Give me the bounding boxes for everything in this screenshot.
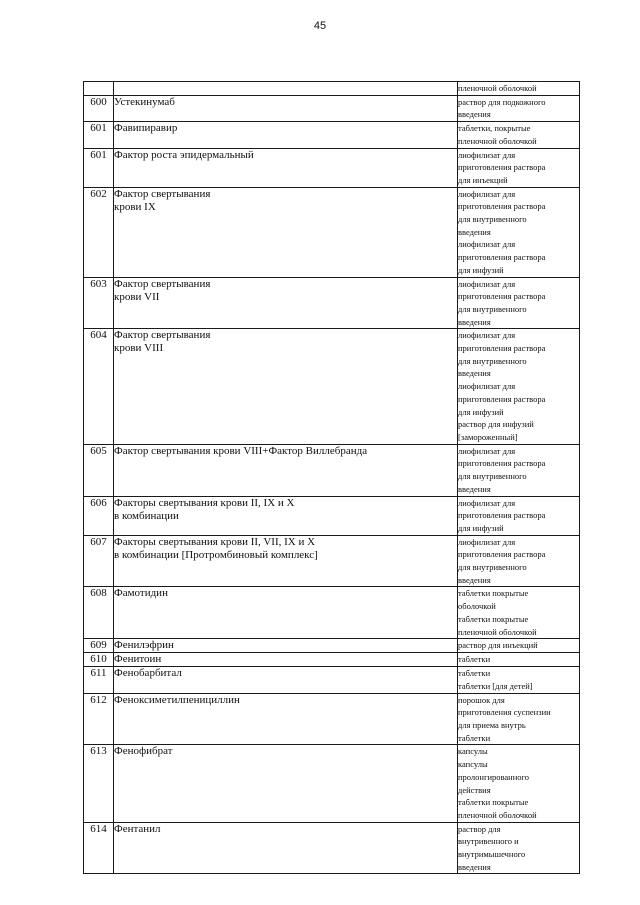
dosage-form-line: пролонгированного: [458, 771, 530, 782]
drug-name-cell: [114, 329, 458, 444]
drug-name-cell: [114, 639, 458, 653]
dosage-form-line: введения: [458, 574, 491, 585]
dosage-form-cell: [458, 653, 580, 667]
dosage-form-line: приготовления раствора: [458, 201, 546, 212]
dosage-form-line: [замороженный]: [458, 431, 518, 442]
dosage-form-line: таблетки, покрытые: [458, 123, 531, 134]
page-number: 45: [313, 20, 327, 32]
dosage-form-line: действия: [458, 784, 491, 795]
dosage-form-cell: [458, 535, 580, 587]
dosage-form-line: таблетки покрытые: [458, 588, 529, 599]
drug-name-line: крови VIII: [114, 342, 164, 355]
table-row: [84, 329, 580, 444]
dosage-form-line: лиофилизат для: [458, 330, 516, 341]
dosage-form-line: раствор для подкожного: [458, 96, 546, 107]
dosage-form-line: приготовления раствора: [458, 252, 546, 263]
row-number-cell: 601: [84, 148, 114, 187]
table-body: [84, 82, 580, 874]
drug-name-line: Фенофибрат: [114, 745, 173, 758]
dosage-form-line: для инъекций: [458, 174, 508, 185]
row-number-cell: 604: [84, 329, 114, 444]
dosage-form-line: приготовления раствора: [458, 343, 546, 354]
dosage-form-line: приготовления раствора: [458, 162, 546, 173]
dosage-form-line: порошок для: [458, 694, 505, 705]
drug-name-cell: [114, 496, 458, 535]
drug-name-cell: [114, 693, 458, 745]
drug-name-line: Факторы свертывания крови II, VII, IX и X: [114, 535, 316, 548]
dosage-form-line: внутримышечного: [458, 849, 526, 860]
drug-name-cell: [114, 822, 458, 874]
dosage-form-line: таблетки: [458, 654, 491, 665]
dosage-form-line: раствор для инъекций: [458, 640, 538, 651]
drug-name-cell: [114, 148, 458, 187]
drug-name-cell: [114, 187, 458, 277]
dosage-form-line: таблетки [для детей]: [458, 680, 533, 691]
dosage-form-line: лиофилизат для: [458, 239, 516, 250]
dosage-form-line: пленочной оболочкой: [458, 135, 537, 146]
drug-name-line: Фентанил: [114, 822, 161, 835]
table-row: [84, 496, 580, 535]
row-number-cell: 614: [84, 822, 114, 874]
dosage-form-line: приготовления раствора: [458, 458, 546, 469]
drug-name-cell: [114, 82, 458, 96]
dosage-form-cell: [458, 667, 580, 693]
dosage-form-line: пленочной оболочкой: [458, 626, 537, 637]
drug-name-line: Фенитоин: [114, 653, 162, 666]
dosage-form-cell: [458, 822, 580, 874]
dosage-form-line: для внутривенного: [458, 471, 527, 482]
drug-name-cell: [114, 277, 458, 329]
dosage-form-line: лиофилизат для: [458, 536, 516, 547]
dosage-form-line: внутривенного и: [458, 836, 519, 847]
table-row: [84, 148, 580, 187]
drug-name-cell: [114, 653, 458, 667]
row-number-cell: 613: [84, 745, 114, 822]
drug-name-line: крови VII: [114, 290, 160, 303]
table-row: [84, 745, 580, 822]
row-number-cell: 605: [84, 444, 114, 496]
dosage-form-line: приготовления суспензии: [458, 707, 551, 718]
drug-table: [83, 81, 580, 874]
drug-name-line: Фенилэфрин: [114, 639, 174, 652]
dosage-form-line: раствор для инфузий: [458, 419, 534, 430]
table-row: [84, 122, 580, 148]
drug-name-line: Фактор свертывания: [114, 187, 211, 200]
dosage-form-cell: [458, 639, 580, 653]
drug-name-cell: [114, 95, 458, 121]
dosage-form-line: лиофилизат для: [458, 381, 516, 392]
row-number-cell: 601: [84, 122, 114, 148]
drug-name-cell: [114, 587, 458, 639]
dosage-form-line: лиофилизат для: [458, 149, 516, 160]
drug-name-line: крови IX: [114, 200, 156, 213]
drug-name-line: Фактор роста эпидермальный: [114, 148, 254, 161]
dosage-form-line: введения: [458, 226, 491, 237]
dosage-form-line: раствор для: [458, 823, 501, 834]
drug-name-cell: [114, 444, 458, 496]
dosage-form-cell: [458, 82, 580, 96]
drug-name-line: Фактор свертывания: [114, 277, 211, 290]
dosage-form-line: для внутривенного: [458, 562, 527, 573]
dosage-form-line: лиофилизат для: [458, 188, 516, 199]
dosage-form-cell: [458, 95, 580, 121]
dosage-form-line: таблетки покрытые: [458, 797, 529, 808]
dosage-form-cell: [458, 496, 580, 535]
drug-name-line: Фавипиравир: [114, 122, 178, 135]
dosage-form-line: приготовления раствора: [458, 510, 546, 521]
row-number-cell: [84, 82, 114, 96]
dosage-form-line: таблетки: [458, 668, 491, 679]
dosage-form-cell: [458, 587, 580, 639]
table-row: [84, 587, 580, 639]
dosage-form-line: лиофилизат для: [458, 497, 516, 508]
table-row-continuation: [84, 82, 580, 96]
dosage-form-line: введения: [458, 316, 491, 327]
table-row: [84, 693, 580, 745]
dosage-form-line: для внутривенного: [458, 303, 527, 314]
row-number-cell: 606: [84, 496, 114, 535]
drug-name-line: Фамотидин: [114, 587, 168, 600]
row-number-cell: 609: [84, 639, 114, 653]
dosage-form-line: для внутривенного: [458, 214, 527, 225]
table-row: [84, 822, 580, 874]
row-number-cell: 608: [84, 587, 114, 639]
dosage-form-cell: [458, 148, 580, 187]
drug-name-cell: [114, 745, 458, 822]
dosage-form-line: для приема внутрь: [458, 720, 526, 731]
drug-name-line: Фактор свертывания крови VIII+Фактор Виллебранда: [114, 444, 368, 457]
dosage-form-line: введения: [458, 109, 491, 120]
dosage-form-line: введения: [458, 483, 491, 494]
drug-name-cell: [114, 667, 458, 693]
row-number-cell: 610: [84, 653, 114, 667]
dosage-form-line: для внутривенного: [458, 355, 527, 366]
table-row: [84, 95, 580, 121]
dosage-form-line: капсулы: [458, 746, 488, 757]
table-row: [84, 277, 580, 329]
drug-name-cell: [114, 535, 458, 587]
dosage-form-line: приготовления раствора: [458, 393, 546, 404]
row-number-cell: 602: [84, 187, 114, 277]
dosage-form-cell: [458, 745, 580, 822]
dosage-form-line: капсулы: [458, 759, 488, 770]
row-number-cell: 607: [84, 535, 114, 587]
dosage-form-cell: [458, 329, 580, 444]
dosage-form-line: оболочкой: [458, 601, 496, 612]
dosage-form-line: таблетки покрытые: [458, 613, 529, 624]
dosage-form-line: таблетки: [458, 732, 491, 743]
table-row: [84, 187, 580, 277]
drug-name-line: Факторы свертывания крови II, IX и X: [114, 496, 295, 509]
dosage-form-cell: [458, 693, 580, 745]
table-row: [84, 653, 580, 667]
drug-name-line: Фактор свертывания: [114, 329, 211, 342]
dosage-form-line: для инфузий: [458, 522, 504, 533]
drug-name-line: Феноксиметилпенициллин: [114, 693, 240, 706]
row-number-cell: 611: [84, 667, 114, 693]
row-number-cell: 603: [84, 277, 114, 329]
dosage-form-cell: [458, 187, 580, 277]
row-number-cell: 612: [84, 693, 114, 745]
row-number-cell: 600: [84, 95, 114, 121]
drug-name-line: Устекинумаб: [114, 95, 175, 108]
dosage-form-line: введения: [458, 861, 491, 872]
dosage-form-line: приготовления раствора: [458, 291, 546, 302]
dosage-form-line: введения: [458, 368, 491, 379]
dosage-form-line: приготовления раствора: [458, 549, 546, 560]
table-row: [84, 535, 580, 587]
drug-name-line: в комбинации: [114, 509, 179, 522]
table-row: [84, 639, 580, 653]
dosage-form-line: пленочной оболочкой: [458, 809, 537, 820]
dosage-form-line: пленочной оболочкой: [458, 83, 537, 93]
dosage-form-cell: [458, 277, 580, 329]
drug-name-line: Фенобарбитал: [114, 667, 182, 680]
dosage-form-line: лиофилизат для: [458, 278, 516, 289]
dosage-form-cell: [458, 444, 580, 496]
dosage-form-cell: [458, 122, 580, 148]
table-row: [84, 444, 580, 496]
dosage-form-line: для инфузий: [458, 264, 504, 275]
drug-name-line: в комбинации [Протромбиновый комплекс]: [114, 548, 318, 561]
drug-name-cell: [114, 122, 458, 148]
dosage-form-line: для инфузий: [458, 406, 504, 417]
dosage-form-line: лиофилизат для: [458, 445, 516, 456]
table-row: [84, 667, 580, 693]
